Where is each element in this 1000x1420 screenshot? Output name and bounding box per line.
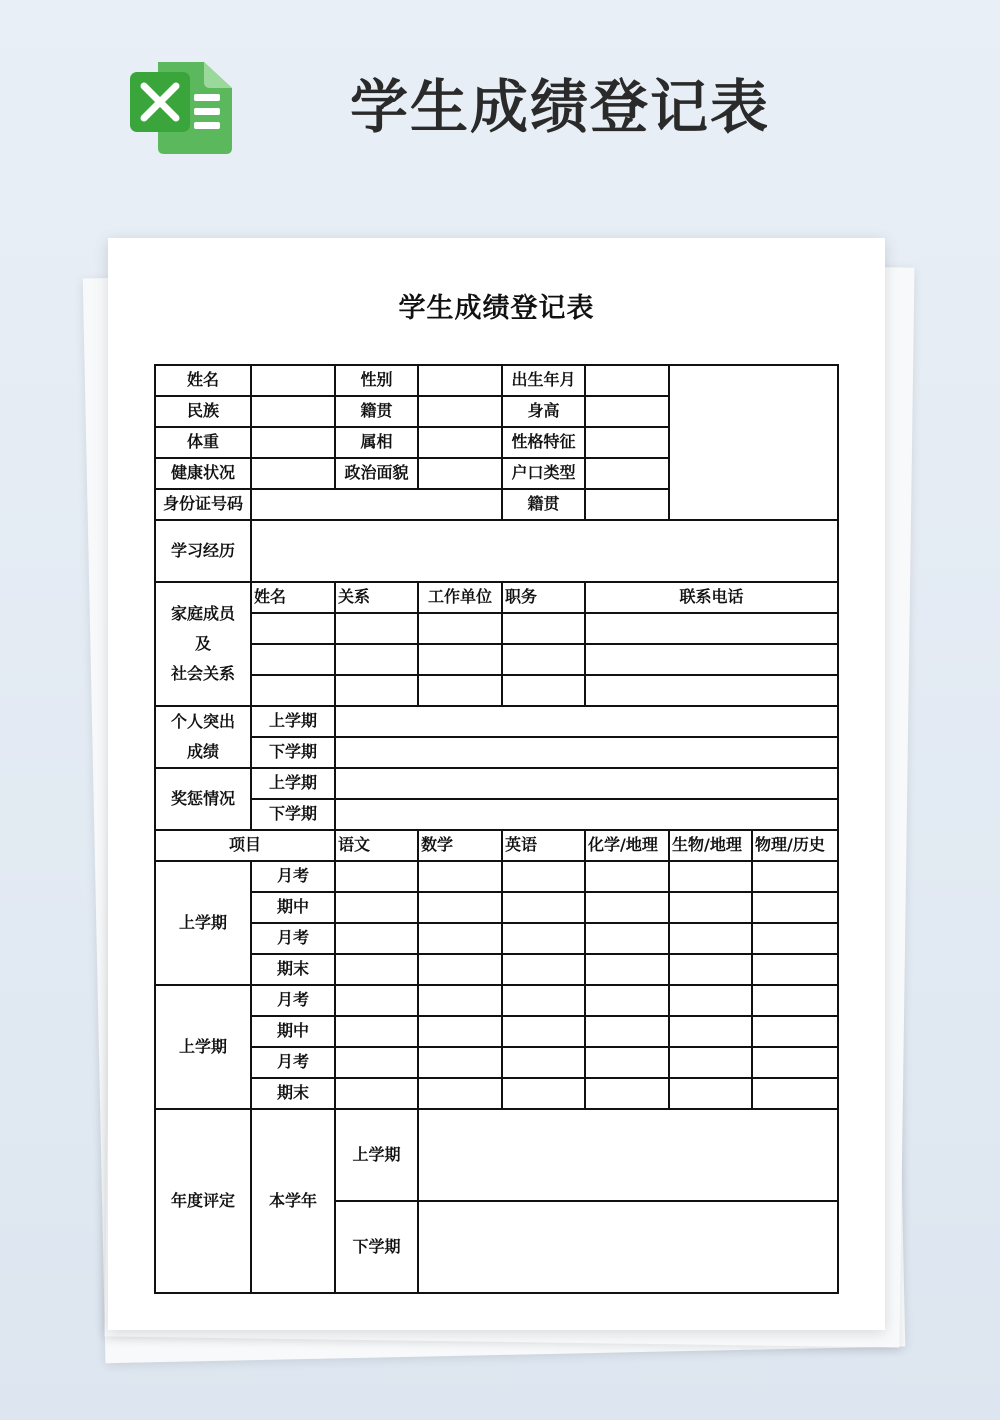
- grade-cell[interactable]: [585, 1016, 669, 1047]
- grade-cell[interactable]: [502, 1016, 585, 1047]
- photo-cell[interactable]: [669, 365, 838, 520]
- grade-row: [155, 985, 838, 1016]
- grade-row: [155, 1047, 838, 1078]
- label-family-line2: 及: [194, 634, 211, 653]
- grade-cell[interactable]: [335, 861, 418, 892]
- grade-cell[interactable]: [669, 1047, 752, 1078]
- basic-row: [155, 365, 838, 396]
- grade-cell[interactable]: [752, 861, 838, 892]
- grade-cell[interactable]: [752, 923, 838, 954]
- field-birth[interactable]: [585, 365, 669, 396]
- grade-cell[interactable]: [418, 1016, 502, 1047]
- grade-cell[interactable]: [418, 985, 502, 1016]
- field-native-place-2[interactable]: [585, 489, 669, 520]
- family-cell[interactable]: [502, 613, 585, 644]
- grade-cell[interactable]: [502, 985, 585, 1016]
- study-history-row: [155, 520, 838, 582]
- field-reward-term2[interactable]: [335, 799, 838, 830]
- label-school-year: 本学年: [251, 1109, 335, 1293]
- subject-header: 语文: [335, 830, 418, 861]
- field-weight[interactable]: [251, 427, 335, 458]
- family-cell[interactable]: [335, 644, 418, 675]
- field-name[interactable]: [251, 365, 335, 396]
- grade-cell[interactable]: [585, 1078, 669, 1109]
- grades-header-row: [155, 830, 838, 861]
- field-study-history[interactable]: [251, 520, 838, 582]
- exam-label: 期末: [251, 1078, 335, 1109]
- label-annual: 年度评定: [155, 1109, 251, 1293]
- grades-item-header: 项目: [155, 830, 335, 861]
- achievement-row: [155, 737, 838, 768]
- grades-group1-label: 上学期: [155, 861, 251, 985]
- label-weight: 体重: [155, 427, 251, 458]
- grade-cell[interactable]: [418, 861, 502, 892]
- annual-row: [155, 1109, 838, 1201]
- label-achievements: [155, 706, 251, 768]
- grade-row: [155, 1016, 838, 1047]
- field-personality[interactable]: [585, 427, 669, 458]
- annual-term1: 上学期: [335, 1109, 418, 1201]
- grade-cell[interactable]: [585, 954, 669, 985]
- label-personality: 性格特征: [502, 427, 585, 458]
- family-cell[interactable]: [418, 613, 502, 644]
- family-cell[interactable]: [502, 644, 585, 675]
- label-gender: 性别: [335, 365, 418, 396]
- excel-icon: [128, 58, 234, 154]
- family-cell[interactable]: [251, 613, 335, 644]
- label-achievements-line1: 个人突出: [170, 712, 235, 731]
- page-header: [0, 0, 1000, 200]
- label-hukou: 户口类型: [502, 458, 585, 489]
- page-title: 学生成绩登记表: [350, 73, 771, 141]
- subject-header: 化学/地理: [585, 830, 669, 861]
- grade-cell[interactable]: [335, 954, 418, 985]
- family-header-row: [155, 582, 838, 613]
- subject-header: 生物/地理: [669, 830, 752, 861]
- field-height[interactable]: [585, 396, 669, 427]
- subject-header: 数学: [418, 830, 502, 861]
- label-native-place-2: 籍贯: [502, 489, 585, 520]
- grade-cell[interactable]: [502, 861, 585, 892]
- grade-cell[interactable]: [752, 954, 838, 985]
- grade-cell[interactable]: [669, 1078, 752, 1109]
- label-zodiac: 属相: [335, 427, 418, 458]
- label-family-line1: 家庭成员: [170, 604, 235, 623]
- annual-term2: 下学期: [335, 1201, 418, 1293]
- grade-cell[interactable]: [585, 985, 669, 1016]
- grade-cell[interactable]: [752, 1016, 838, 1047]
- field-annual-term1[interactable]: [418, 1109, 838, 1201]
- family-cell[interactable]: [418, 644, 502, 675]
- family-cell[interactable]: [251, 644, 335, 675]
- field-hukou[interactable]: [585, 458, 669, 489]
- family-cell[interactable]: [585, 613, 838, 644]
- subject-header: 物理/历史: [752, 830, 838, 861]
- grade-cell[interactable]: [752, 985, 838, 1016]
- grade-cell[interactable]: [669, 861, 752, 892]
- exam-label: 期末: [251, 954, 335, 985]
- field-annual-term2[interactable]: [418, 1201, 838, 1293]
- grade-cell[interactable]: [752, 1047, 838, 1078]
- grade-cell[interactable]: [502, 1078, 585, 1109]
- family-cell[interactable]: [585, 675, 838, 706]
- grade-cell[interactable]: [669, 1016, 752, 1047]
- exam-label: 月考: [251, 1047, 335, 1078]
- label-achievements-line2: 成绩: [186, 742, 219, 761]
- grade-row: [155, 892, 838, 923]
- label-native-place: 籍贯: [335, 396, 418, 427]
- achievement-row: [155, 706, 838, 737]
- reward-term1: 上学期: [251, 768, 335, 799]
- label-birth: 出生年月: [502, 365, 585, 396]
- grade-cell[interactable]: [418, 1078, 502, 1109]
- grade-cell[interactable]: [669, 892, 752, 923]
- form-title: 学生成绩登记表: [398, 293, 595, 324]
- reward-row: [155, 768, 838, 799]
- family-row: [155, 613, 838, 644]
- grade-cell[interactable]: [335, 985, 418, 1016]
- grade-cell[interactable]: [335, 1047, 418, 1078]
- grade-row: [155, 954, 838, 985]
- family-cell[interactable]: [335, 613, 418, 644]
- subject-header: 英语: [502, 830, 585, 861]
- grade-cell[interactable]: [585, 923, 669, 954]
- family-row: [155, 644, 838, 675]
- family-header-employer: 工作单位: [418, 582, 502, 613]
- label-ethnicity: 民族: [155, 396, 251, 427]
- registration-form: [154, 364, 839, 1294]
- grade-cell[interactable]: [585, 892, 669, 923]
- grade-cell[interactable]: [669, 954, 752, 985]
- exam-label: 月考: [251, 923, 335, 954]
- grade-cell[interactable]: [418, 954, 502, 985]
- family-header-position: 职务: [502, 582, 585, 613]
- field-id-number[interactable]: [251, 489, 502, 520]
- reward-row: [155, 799, 838, 830]
- grade-cell[interactable]: [502, 923, 585, 954]
- grade-cell[interactable]: [502, 892, 585, 923]
- label-health: 健康状况: [155, 458, 251, 489]
- grades-group2-label: 上学期: [155, 985, 251, 1109]
- grade-cell[interactable]: [335, 1078, 418, 1109]
- grade-cell[interactable]: [669, 985, 752, 1016]
- exam-label: 期中: [251, 1016, 335, 1047]
- grade-cell[interactable]: [335, 1016, 418, 1047]
- family-header-relation: 关系: [335, 582, 418, 613]
- grade-cell[interactable]: [502, 1047, 585, 1078]
- reward-term2: 下学期: [251, 799, 335, 830]
- grade-cell[interactable]: [502, 954, 585, 985]
- grade-row: [155, 861, 838, 892]
- field-gender[interactable]: [418, 365, 502, 396]
- label-study-history: 学习经历: [155, 520, 251, 582]
- grade-cell[interactable]: [669, 923, 752, 954]
- field-reward-term1[interactable]: [335, 768, 838, 799]
- field-health[interactable]: [251, 458, 335, 489]
- label-family-line3: 社会关系: [170, 664, 235, 683]
- grade-cell[interactable]: [585, 1047, 669, 1078]
- grade-cell[interactable]: [585, 861, 669, 892]
- field-achievement-term1[interactable]: [335, 706, 838, 737]
- field-zodiac[interactable]: [418, 427, 502, 458]
- exam-label: 期中: [251, 892, 335, 923]
- family-cell[interactable]: [585, 644, 838, 675]
- grade-row: [155, 1078, 838, 1109]
- exam-label: 月考: [251, 985, 335, 1016]
- label-id-number: 身份证号码: [155, 489, 251, 520]
- grade-row: [155, 923, 838, 954]
- grade-cell[interactable]: [335, 892, 418, 923]
- field-native-place[interactable]: [418, 396, 502, 427]
- field-political[interactable]: [418, 458, 502, 489]
- grade-cell[interactable]: [418, 923, 502, 954]
- label-family: [155, 582, 251, 706]
- achievement-term2: 下学期: [251, 737, 335, 768]
- label-rewards: 奖惩情况: [155, 768, 251, 830]
- field-achievement-term2[interactable]: [335, 737, 838, 768]
- grade-cell[interactable]: [335, 923, 418, 954]
- field-ethnicity[interactable]: [251, 396, 335, 427]
- family-header-phone: 联系电话: [585, 582, 838, 613]
- grade-cell[interactable]: [752, 1078, 838, 1109]
- family-header-name: 姓名: [251, 582, 335, 613]
- family-cell[interactable]: [335, 675, 418, 706]
- achievement-term1: 上学期: [251, 706, 335, 737]
- label-name: 姓名: [155, 365, 251, 396]
- family-cell[interactable]: [418, 675, 502, 706]
- family-row: [155, 675, 838, 706]
- grade-cell[interactable]: [752, 892, 838, 923]
- document-page: [108, 238, 885, 1330]
- label-height: 身高: [502, 396, 585, 427]
- exam-label: 月考: [251, 861, 335, 892]
- family-cell[interactable]: [251, 675, 335, 706]
- label-political: 政治面貌: [335, 458, 418, 489]
- grade-cell[interactable]: [418, 1047, 502, 1078]
- grade-cell[interactable]: [418, 892, 502, 923]
- family-cell[interactable]: [502, 675, 585, 706]
